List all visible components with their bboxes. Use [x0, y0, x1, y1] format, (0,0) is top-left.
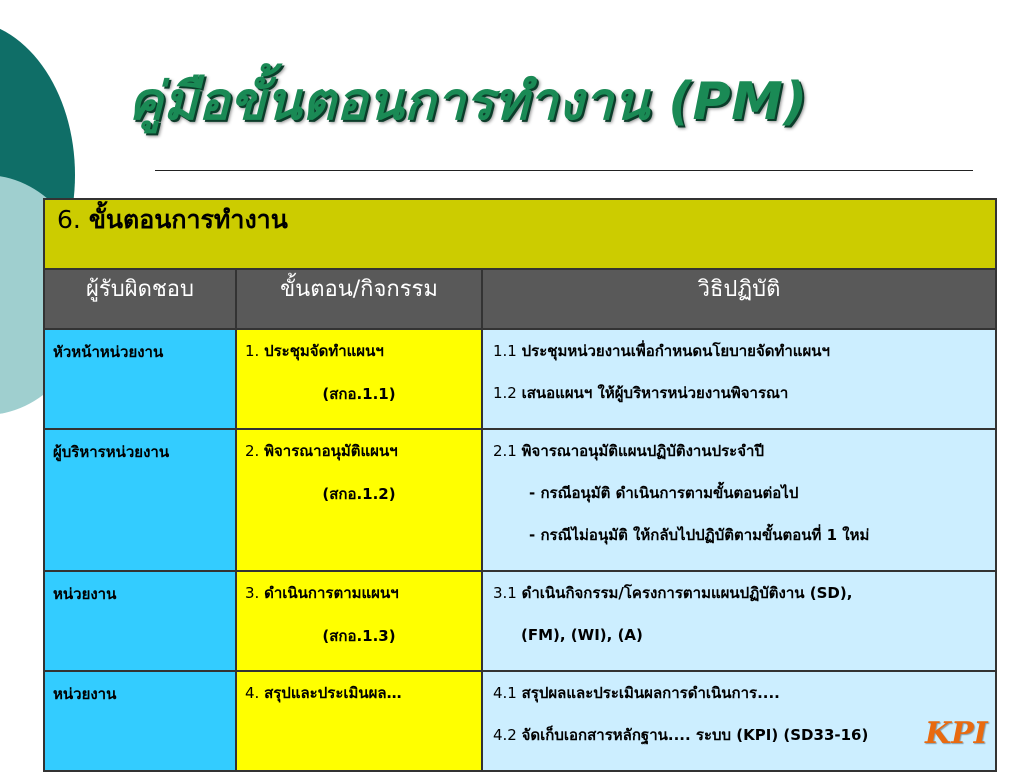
step-text: ประชุมจัดทำแผนฯ — [264, 342, 384, 360]
column-header-responsible: ผู้รับผิดชอบ — [44, 269, 236, 329]
responsible-cell: หน่วยงาน — [44, 571, 236, 671]
method-text: พิจารณาอนุมัติแผนปฏิบัติงานประจำปี — [521, 442, 764, 460]
step-cell — [236, 329, 482, 429]
method-text: ประชุมหน่วยงานเพื่อกำหนดนโยบายจัดทำแผนฯ — [521, 342, 830, 360]
method-text: เสนอแผนฯ ให้ผู้บริหารหน่วยงานพิจารณา — [521, 384, 789, 402]
procedure-table — [43, 198, 997, 772]
step-text: สรุปและประเมินผล… — [264, 684, 402, 702]
step-cell — [236, 429, 482, 571]
responsible-cell: ผู้บริหารหน่วยงาน — [44, 429, 236, 571]
step-number: 4. — [245, 684, 260, 702]
column-header-row — [44, 269, 996, 329]
method-number: 3.1 — [493, 584, 517, 602]
step-text: ดำเนินการตามแผนฯ — [264, 584, 399, 602]
method-text: สรุปผลและประเมินผลการดำเนินการ.... — [521, 684, 780, 702]
method-number: 2.1 — [493, 442, 517, 460]
method-cell — [482, 429, 996, 571]
step-reference: (สกอ.1.3) — [322, 627, 396, 645]
table-row — [44, 329, 996, 429]
method-text: (FM), (WI), (A) — [521, 626, 643, 644]
table-row — [44, 671, 996, 771]
section-title: ขั้นตอนการทำงาน — [88, 205, 288, 234]
section-number: 6. — [57, 205, 81, 234]
step-cell — [236, 671, 482, 771]
kpi-logo: KPI — [925, 716, 988, 751]
responsible-cell: หัวหน้าหน่วยงาน — [44, 329, 236, 429]
method-cell — [482, 329, 996, 429]
method-text: - กรณีอนุมัติ ดำเนินการตามขั้นตอนต่อไป — [529, 484, 799, 502]
step-reference: (สกอ.1.1) — [322, 385, 396, 403]
method-number: 4.1 — [493, 684, 517, 702]
step-number: 2. — [245, 442, 260, 460]
table-row — [44, 429, 996, 571]
section-header-row — [44, 199, 996, 269]
step-reference: (สกอ.1.2) — [322, 485, 396, 503]
table-row — [44, 571, 996, 671]
column-header-step: ขั้นตอน/กิจกรรม — [236, 269, 482, 329]
method-text: จัดเก็บเอกสารหลักฐาน.... ระบบ (KPI) (SD33-16) — [521, 726, 869, 744]
method-text: - กรณีไม่อนุมัติ ให้กลับไปปฏิบัติตามขั้นตอนที่ 1 ใหม่ — [529, 526, 870, 544]
step-text: พิจารณาอนุมัติแผนฯ — [264, 442, 398, 460]
method-number: 1.1 — [493, 342, 517, 360]
step-number: 1. — [245, 342, 260, 360]
method-cell — [482, 671, 996, 771]
column-header-method: วิธิปฏิบัติ — [482, 269, 996, 329]
method-cell — [482, 571, 996, 671]
method-number: 1.2 — [493, 384, 517, 402]
step-number: 3. — [245, 584, 260, 602]
section-header — [44, 199, 996, 269]
method-text: ดำเนินกิจกรรม/โครงการตามแผนปฏิบัติงาน (SD), — [521, 584, 853, 602]
step-cell — [236, 571, 482, 671]
responsible-cell: หน่วยงาน — [44, 671, 236, 771]
title-divider — [155, 170, 973, 171]
page-title: คู่มือขั้นตอนการทำงาน (PM) — [128, 72, 808, 132]
method-number: 4.2 — [493, 726, 517, 744]
